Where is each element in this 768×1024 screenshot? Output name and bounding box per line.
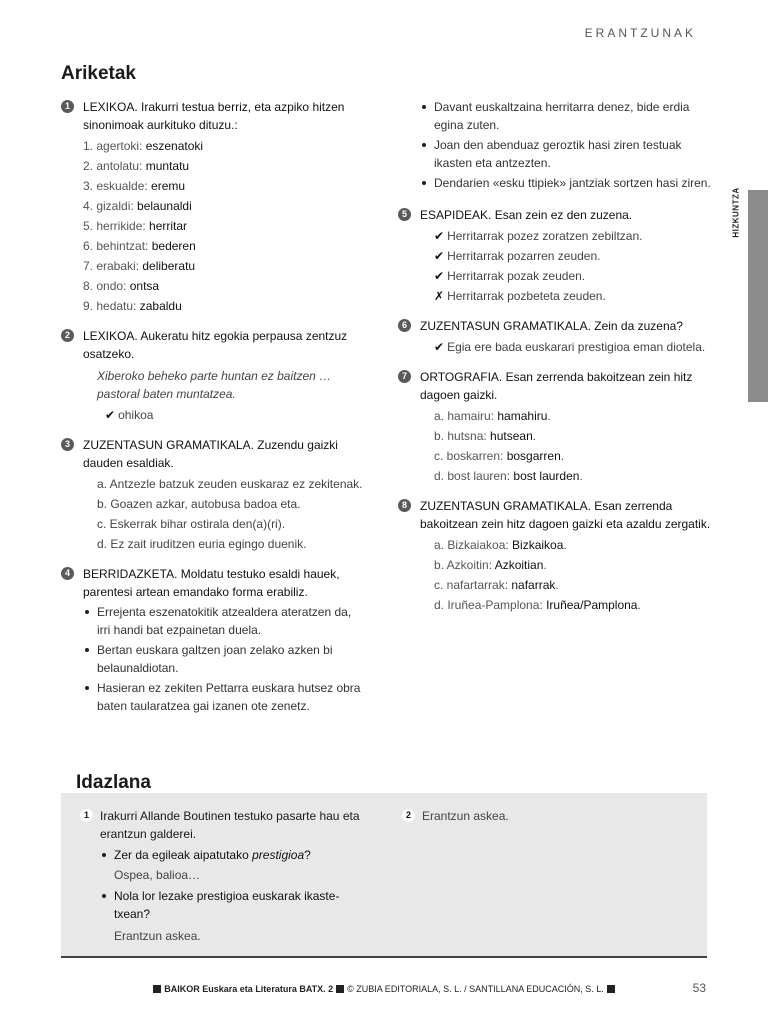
- list-item: 4. gizaldi: belaunaldi: [83, 199, 192, 213]
- question-item: Nola lor lezake prestigioa euskarak ikaste-txean?: [100, 887, 374, 923]
- list-item: 1. agertoki: eszenatoki: [83, 139, 204, 153]
- exercise-title: BERRIDAZKETA. Moldatu testuko esaldi hauek, parentesi artean emandako forma erabiliz.: [83, 567, 340, 599]
- exercise-number: 2: [402, 809, 415, 822]
- list-item: a. hamairu: hamahiru.: [434, 409, 551, 423]
- page-footer: BAIKOR Euskara eta Literatura BATX. 2 © ZUBIA EDITORIALA, S. L. / SANTILLANA EDUCACIÓN, S. L.: [0, 984, 768, 994]
- exercise-title: LEXIKOA. Aukeratu hitz egokia perpausa zentzuz osatzeko.: [83, 329, 348, 361]
- list-item: ✗ Herritarrak pozbeteta zeuden.: [434, 289, 606, 303]
- bullet-item: Hasieran ez zekiten Pettarra euskara hutsez obra baten taularatzea gai izanen ote zenetz.: [83, 679, 366, 715]
- exercise-number: 6: [398, 319, 411, 332]
- bullet-item: Joan den abenduaz geroztik hasi ziren testuak ikasten eta antzezten.: [420, 136, 713, 172]
- exercise-title: ORTOGRAFIA. Esan zerrenda bakoitzean zein hitz dagoen gaizki.: [420, 370, 693, 402]
- square-icon: [336, 985, 344, 993]
- bullet-item: Davant euskaltzaina herritarra denez, bide erdia egina zuten.: [420, 98, 713, 134]
- exercise-3: [61, 436, 366, 553]
- list-item: 3. eskualde: eremu: [83, 179, 186, 193]
- quote-line: Xiberoko beheko parte huntan ez baitzen …: [97, 369, 332, 383]
- idazlana-exercise-1: [80, 807, 374, 945]
- list-item: d. Ez zait iruditzen euria egingo duenik.: [97, 537, 307, 551]
- idazlana-box: [61, 793, 707, 958]
- exercise-title: ZUZENTASUN GRAMATIKALA. Esan zerrenda bakoitzean zein hitz dagoen gaizki eta azaldu zergatik.: [420, 499, 711, 531]
- exercise-7: [398, 368, 713, 485]
- exercise-1: [61, 98, 366, 315]
- answer-text: Ospea, balioa…: [114, 868, 201, 882]
- exercise-number: 8: [398, 499, 411, 512]
- bullet-item: Bertan euskara galtzen joan zelako azken bi belaunaldiotan.: [83, 641, 366, 677]
- exercise-2: [61, 327, 366, 424]
- exercise-number: 3: [61, 438, 74, 451]
- exercise-text: Irakurri Allande Boutinen testuko pasarte hau eta erantzun galderei.: [100, 809, 360, 841]
- question-item: Zer da egileak aipatutako prestigioa?: [100, 846, 374, 864]
- list-item: d. bost lauren: bost laurden.: [434, 469, 583, 483]
- list-item: c. nafartarrak: nafarrak.: [434, 578, 559, 592]
- exercise-number: 1: [61, 100, 74, 113]
- list-item: 6. behintzat: bederen: [83, 239, 196, 253]
- exercise-number: 2: [61, 329, 74, 342]
- list-item: ✔ Herritarrak pozarren zeuden.: [434, 249, 601, 263]
- list-item: c. Eskerrak bihar ostirala den(a)(ri).: [97, 517, 286, 531]
- exercise-title: ESAPIDEAK. Esan zein ez den zuzena.: [420, 208, 633, 222]
- exercise-8: [398, 497, 713, 614]
- idazlana-exercise-2: [402, 807, 692, 825]
- list-item: ✔ Herritarrak pozak zeuden.: [434, 269, 586, 283]
- answer-line: ✔ Egia ere bada euskarari prestigioa eman diotela.: [434, 340, 706, 354]
- exercise-4-continued: [398, 98, 713, 192]
- list-item: b. hutsna: hutsean.: [434, 429, 537, 443]
- bullet-item: Errejenta eszenatokitik atzealdera ateratzen da, irri handi bat ezpainetan duela.: [83, 603, 366, 639]
- cross-icon: ✗: [434, 289, 445, 303]
- list-item: 2. antolatu: muntatu: [83, 159, 190, 173]
- page-header: ERANTZUNAK: [584, 26, 696, 40]
- list-item: a. Bizkaiakoa: Bizkaikoa.: [434, 538, 567, 552]
- list-item: 9. hedatu: zabaldu: [83, 299, 182, 313]
- list-item: b. Goazen azkar, autobusa badoa eta.: [97, 497, 301, 511]
- exercise-4: [61, 565, 366, 715]
- check-icon: ✔: [434, 229, 445, 243]
- bullet-item: Dendarien «esku ttipiek» jantziak sortzen hasi ziren.: [420, 174, 713, 192]
- list-item: c. boskarren: bosgarren.: [434, 449, 565, 463]
- check-icon: ✔: [105, 408, 116, 422]
- list-item: b. Azkoitin: Azkoitian.: [434, 558, 547, 572]
- answer-text: Erantzun askea.: [114, 929, 201, 943]
- answer-line: ✔ ohikoa: [105, 408, 154, 422]
- exercise-title: LEXIKOA. Irakurri testua berriz, eta azpiko hitzen sinonimoak aurkituko dituzu.:: [83, 100, 345, 132]
- check-icon: ✔: [434, 340, 445, 354]
- list-item: 7. erabaki: deliberatu: [83, 259, 196, 273]
- exercise-number: 4: [61, 567, 74, 580]
- square-icon: [607, 985, 615, 993]
- right-column: [398, 96, 713, 626]
- exercise-number: 5: [398, 208, 411, 221]
- check-icon: ✔: [434, 249, 445, 263]
- exercise-5: [398, 206, 713, 305]
- section-title-idazlana: Idazlana: [76, 772, 151, 793]
- list-item: 5. herrikide: herritar: [83, 219, 188, 233]
- exercise-text: Erantzun askea.: [422, 809, 509, 823]
- side-tab-marker: [748, 190, 768, 402]
- exercise-number: 7: [398, 370, 411, 383]
- list-item: ✔ Herritarrak pozez zoratzen zebiltzan.: [434, 229, 643, 243]
- page-number: 53: [692, 981, 706, 995]
- side-section-label: HIZKUNTZA: [731, 187, 741, 238]
- exercise-title: ZUZENTASUN GRAMATIKALA. Zuzendu gaizki dauden esaldiak.: [83, 438, 338, 470]
- left-column: [61, 63, 366, 727]
- exercise-6: [398, 317, 713, 356]
- square-icon: [153, 985, 161, 993]
- list-item: 8. ondo: ontsa: [83, 279, 160, 293]
- check-icon: ✔: [434, 269, 445, 283]
- quote-line: pastoral baten muntatzea.: [97, 387, 236, 401]
- exercise-title: ZUZENTASUN GRAMATIKALA. Zein da zuzena?: [420, 319, 683, 333]
- answer-list: [83, 137, 366, 315]
- section-title-ariketak: Ariketak: [61, 63, 136, 84]
- list-item: a. Antzezle batzuk zeuden euskaraz ez zekitenak.: [97, 477, 363, 491]
- list-item: d. Iruñea-Pamplona: Iruñea/Pamplona.: [434, 598, 641, 612]
- exercise-number: 1: [80, 809, 93, 822]
